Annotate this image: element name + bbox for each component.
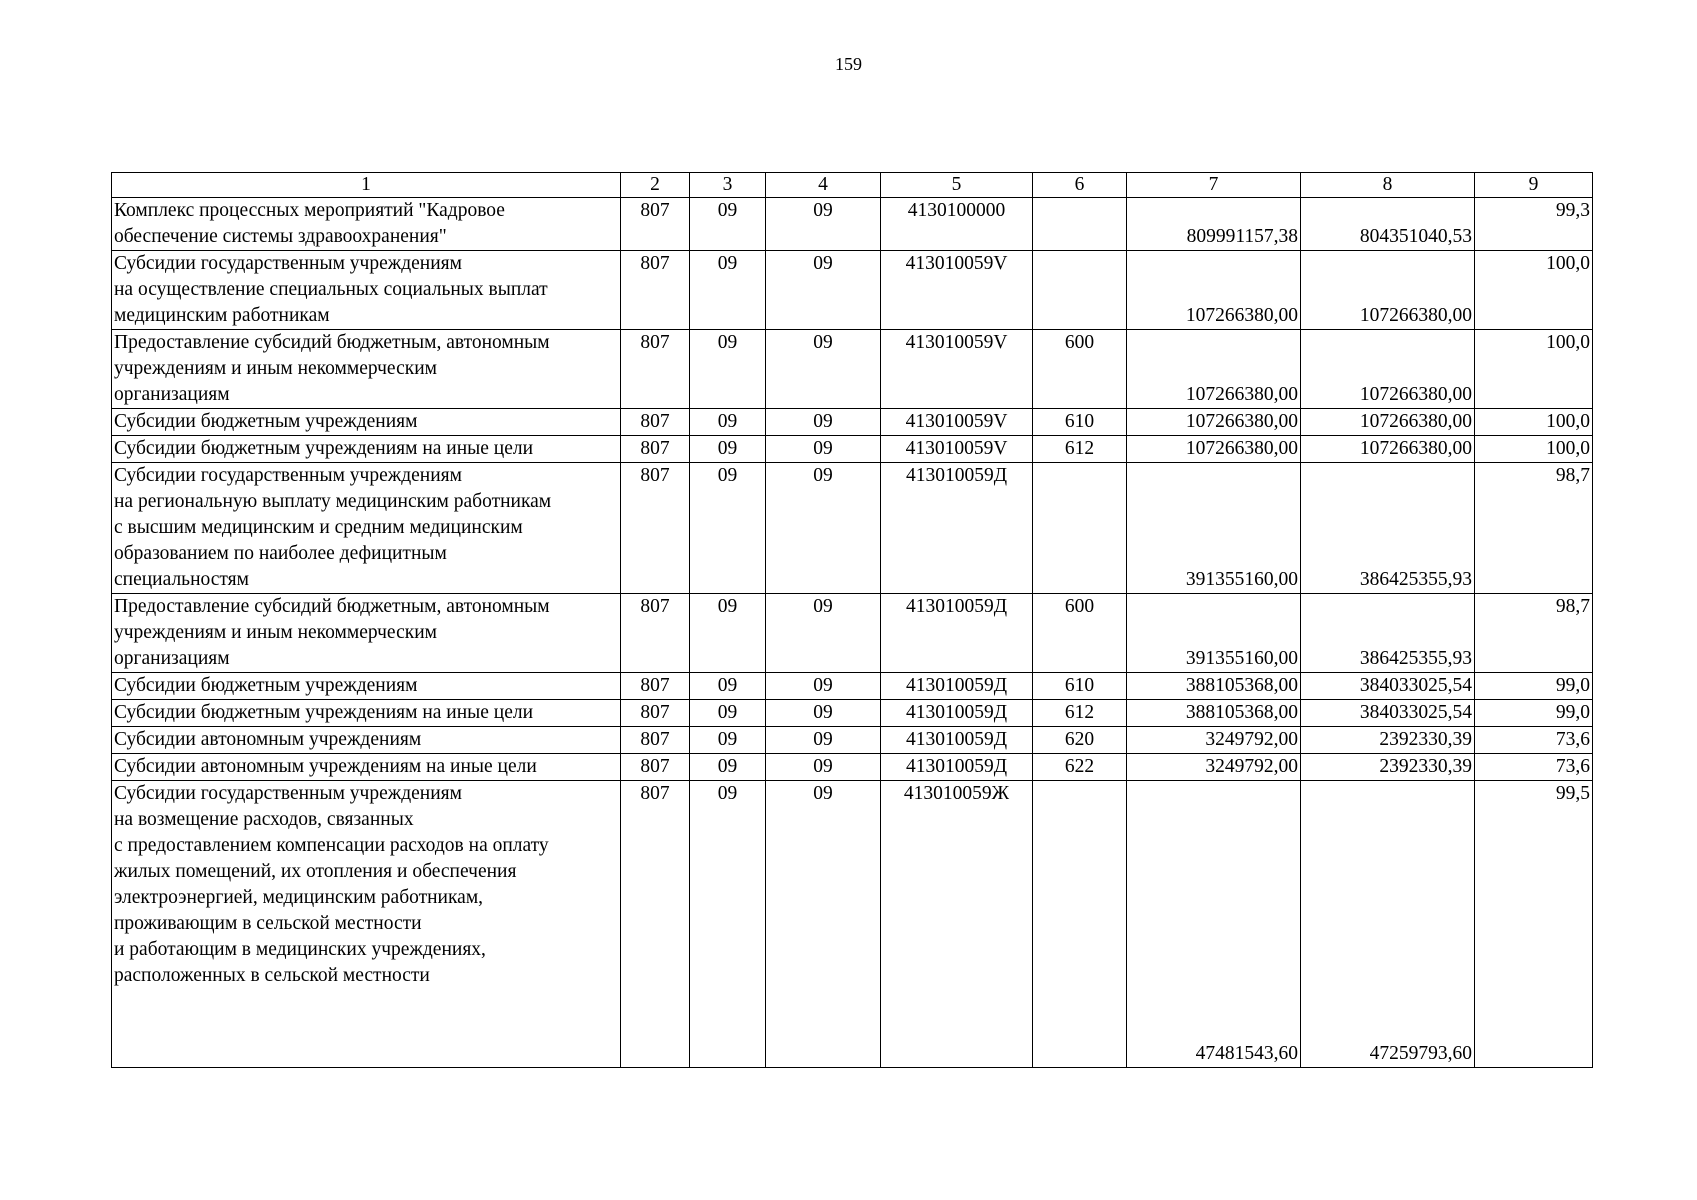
subsection2-code-cell: 09 [766,330,881,409]
subsection-code-cell: 09 [690,330,766,409]
header-row [112,173,1593,198]
table-row [112,409,1593,436]
percent-cell: 99,0 [1475,700,1593,727]
percent-cell: 100,0 [1475,330,1593,409]
row-name-line: Предоставление субсидий бюджетным, автономным [114,596,550,617]
percent-cell: 100,0 [1475,251,1593,330]
section-code-cell: 807 [621,700,690,727]
planned-amount-cell: 391355160,00 [1127,463,1301,594]
subsection-code-cell: 09 [690,594,766,673]
actual-amount-cell: 2392330,39 [1301,754,1475,781]
expense-type-cell [1033,251,1127,330]
row-name-cell [112,463,621,594]
row-name-cell [112,700,621,727]
table-row [112,700,1593,727]
blank-line [114,1015,618,1041]
planned-amount-cell: 3249792,00 [1127,727,1301,754]
row-name-line: электроэнергией, медицинским работникам, [114,887,484,908]
row-name-line: Субсидии автономным учреждениям [114,729,422,750]
row-name-line: организациям [114,648,230,669]
expense-type-cell: 620 [1033,727,1127,754]
row-name-line: с предоставлением компенсации расходов на оплату [114,835,549,856]
subsection-code-cell: 09 [690,436,766,463]
subsection2-code-cell: 09 [766,727,881,754]
planned-amount-cell: 809991157,38 [1127,198,1301,251]
row-name-line: на региональную выплату медицинским работникам [114,491,552,512]
target-article-cell: 413010059Ж [881,781,1033,1068]
percent-cell: 99,5 [1475,781,1593,1068]
subsection2-code-cell: 09 [766,594,881,673]
section-code-cell: 807 [621,330,690,409]
expense-type-cell [1033,463,1127,594]
section-code-cell: 807 [621,727,690,754]
actual-amount-cell: 47259793,60 [1301,781,1475,1068]
section-code-cell: 807 [621,673,690,700]
subsection-code-cell: 09 [690,727,766,754]
expense-type-cell: 600 [1033,594,1127,673]
row-name-line: Субсидии государственным учреждениям [114,253,462,274]
row-name-line: Предоставление субсидий бюджетным, автономным [114,332,550,353]
header-cell: 8 [1301,173,1475,198]
row-name-line: на возмещение расходов, связанных [114,809,414,830]
table-row [112,781,1593,1068]
actual-amount-cell: 107266380,00 [1301,330,1475,409]
table-row [112,330,1593,409]
planned-amount-cell: 47481543,60 [1127,781,1301,1068]
expense-type-cell [1033,198,1127,251]
table-row [112,463,1593,594]
planned-amount-cell: 388105368,00 [1127,673,1301,700]
planned-amount-cell: 107266380,00 [1127,409,1301,436]
header-cell: 1 [112,173,621,198]
subsection2-code-cell: 09 [766,198,881,251]
expense-type-cell: 612 [1033,700,1127,727]
section-code-cell: 807 [621,754,690,781]
budget-table [111,172,1593,1068]
subsection-code-cell: 09 [690,754,766,781]
actual-amount-cell: 107266380,00 [1301,436,1475,463]
subsection-code-cell: 09 [690,673,766,700]
subsection2-code-cell: 09 [766,463,881,594]
expense-type-cell: 600 [1033,330,1127,409]
section-code-cell: 807 [621,594,690,673]
row-name-cell [112,330,621,409]
actual-amount-cell: 384033025,54 [1301,673,1475,700]
target-article-cell: 413010059Д [881,754,1033,781]
row-name-line: Субсидии бюджетным учреждениям на иные цели [114,702,534,723]
planned-amount-cell: 388105368,00 [1127,700,1301,727]
row-name-line: проживающим в сельской местности [114,913,422,934]
subsection2-code-cell: 09 [766,700,881,727]
expense-type-cell: 610 [1033,409,1127,436]
percent-cell: 98,7 [1475,594,1593,673]
section-code-cell: 807 [621,409,690,436]
actual-amount-cell: 2392330,39 [1301,727,1475,754]
blank-line [114,989,618,1015]
table-row [112,198,1593,251]
row-name-line: и работающим в медицинских учреждениях, [114,939,486,960]
actual-amount-cell: 804351040,53 [1301,198,1475,251]
subsection-code-cell: 09 [690,251,766,330]
target-article-cell: 413010059Д [881,727,1033,754]
row-name-line: организациям [114,384,230,405]
subsection2-code-cell: 09 [766,781,881,1068]
section-code-cell: 807 [621,251,690,330]
subsection2-code-cell: 09 [766,409,881,436]
target-article-cell: 413010059V [881,436,1033,463]
section-code-cell: 807 [621,463,690,594]
subsection2-code-cell: 09 [766,673,881,700]
target-article-cell: 413010059Д [881,463,1033,594]
percent-cell: 99,3 [1475,198,1593,251]
row-name-line: жилых помещений, их отопления и обеспечения [114,861,517,882]
blank-line [114,1041,618,1067]
target-article-cell: 413010059Д [881,700,1033,727]
row-name-cell [112,594,621,673]
row-name-line: Субсидии государственным учреждениям [114,783,462,804]
planned-amount-cell: 107266380,00 [1127,251,1301,330]
header-cell: 5 [881,173,1033,198]
target-article-cell: 413010059V [881,409,1033,436]
section-code-cell: 807 [621,198,690,251]
row-name-cell [112,727,621,754]
percent-cell: 98,7 [1475,463,1593,594]
actual-amount-cell: 384033025,54 [1301,700,1475,727]
expense-type-cell: 612 [1033,436,1127,463]
expense-type-cell: 610 [1033,673,1127,700]
row-name-line: образованием по наиболее дефицитным [114,543,447,564]
target-article-cell: 413010059Д [881,673,1033,700]
row-name-line: Субсидии бюджетным учреждениям на иные цели [114,438,534,459]
header-cell: 3 [690,173,766,198]
header-cell: 2 [621,173,690,198]
row-name-line: на осуществление специальных социальных выплат [114,279,548,300]
expense-type-cell: 622 [1033,754,1127,781]
row-name-line: расположенных в сельской местности [114,965,430,986]
table-row [112,727,1593,754]
subsection-code-cell: 09 [690,409,766,436]
table-row [112,754,1593,781]
planned-amount-cell: 107266380,00 [1127,330,1301,409]
target-article-cell: 413010059Д [881,594,1033,673]
table-row [112,251,1593,330]
header-cell: 6 [1033,173,1127,198]
row-name-line: специальностям [114,569,249,590]
percent-cell: 73,6 [1475,727,1593,754]
planned-amount-cell: 391355160,00 [1127,594,1301,673]
row-name-line: обеспечение системы здравоохранения" [114,226,447,247]
actual-amount-cell: 386425355,93 [1301,594,1475,673]
header-cell: 9 [1475,173,1593,198]
row-name-cell [112,436,621,463]
actual-amount-cell: 107266380,00 [1301,251,1475,330]
target-article-cell: 4130100000 [881,198,1033,251]
subsection-code-cell: 09 [690,198,766,251]
header-cell: 7 [1127,173,1301,198]
section-code-cell: 807 [621,781,690,1068]
row-name-cell [112,754,621,781]
subsection2-code-cell: 09 [766,436,881,463]
target-article-cell: 413010059V [881,251,1033,330]
target-article-cell: 413010059V [881,330,1033,409]
subsection-code-cell: 09 [690,781,766,1068]
percent-cell: 100,0 [1475,409,1593,436]
section-code-cell: 807 [621,436,690,463]
planned-amount-cell: 107266380,00 [1127,436,1301,463]
subsection2-code-cell: 09 [766,754,881,781]
table-row [112,594,1593,673]
row-name-line: учреждениям и иным некоммерческим [114,622,437,643]
subsection2-code-cell: 09 [766,251,881,330]
planned-amount-cell: 3249792,00 [1127,754,1301,781]
row-name-line: Субсидии бюджетным учреждениям [114,411,418,432]
row-name-line: с высшим медицинским и средним медицинским [114,517,523,538]
table-row [112,436,1593,463]
row-name-cell [112,673,621,700]
row-name-line: учреждениям и иным некоммерческим [114,358,437,379]
subsection-code-cell: 09 [690,700,766,727]
header-cell: 4 [766,173,881,198]
subsection-code-cell: 09 [690,463,766,594]
row-name-line: Субсидии автономным учреждениям на иные цели [114,756,537,777]
page-number: 159 [835,54,862,74]
row-name-cell [112,198,621,251]
row-name-cell [112,251,621,330]
percent-cell: 99,0 [1475,673,1593,700]
row-name-line: Комплекс процессных мероприятий "Кадровое [114,200,505,221]
row-name-cell [112,781,621,1068]
row-name-line: медицинским работникам [114,305,330,326]
percent-cell: 73,6 [1475,754,1593,781]
percent-cell: 100,0 [1475,436,1593,463]
actual-amount-cell: 386425355,93 [1301,463,1475,594]
row-name-line: Субсидии государственным учреждениям [114,465,462,486]
table-row [112,673,1593,700]
row-name-line: Субсидии бюджетным учреждениям [114,675,418,696]
row-name-cell [112,409,621,436]
actual-amount-cell: 107266380,00 [1301,409,1475,436]
expense-type-cell [1033,781,1127,1068]
